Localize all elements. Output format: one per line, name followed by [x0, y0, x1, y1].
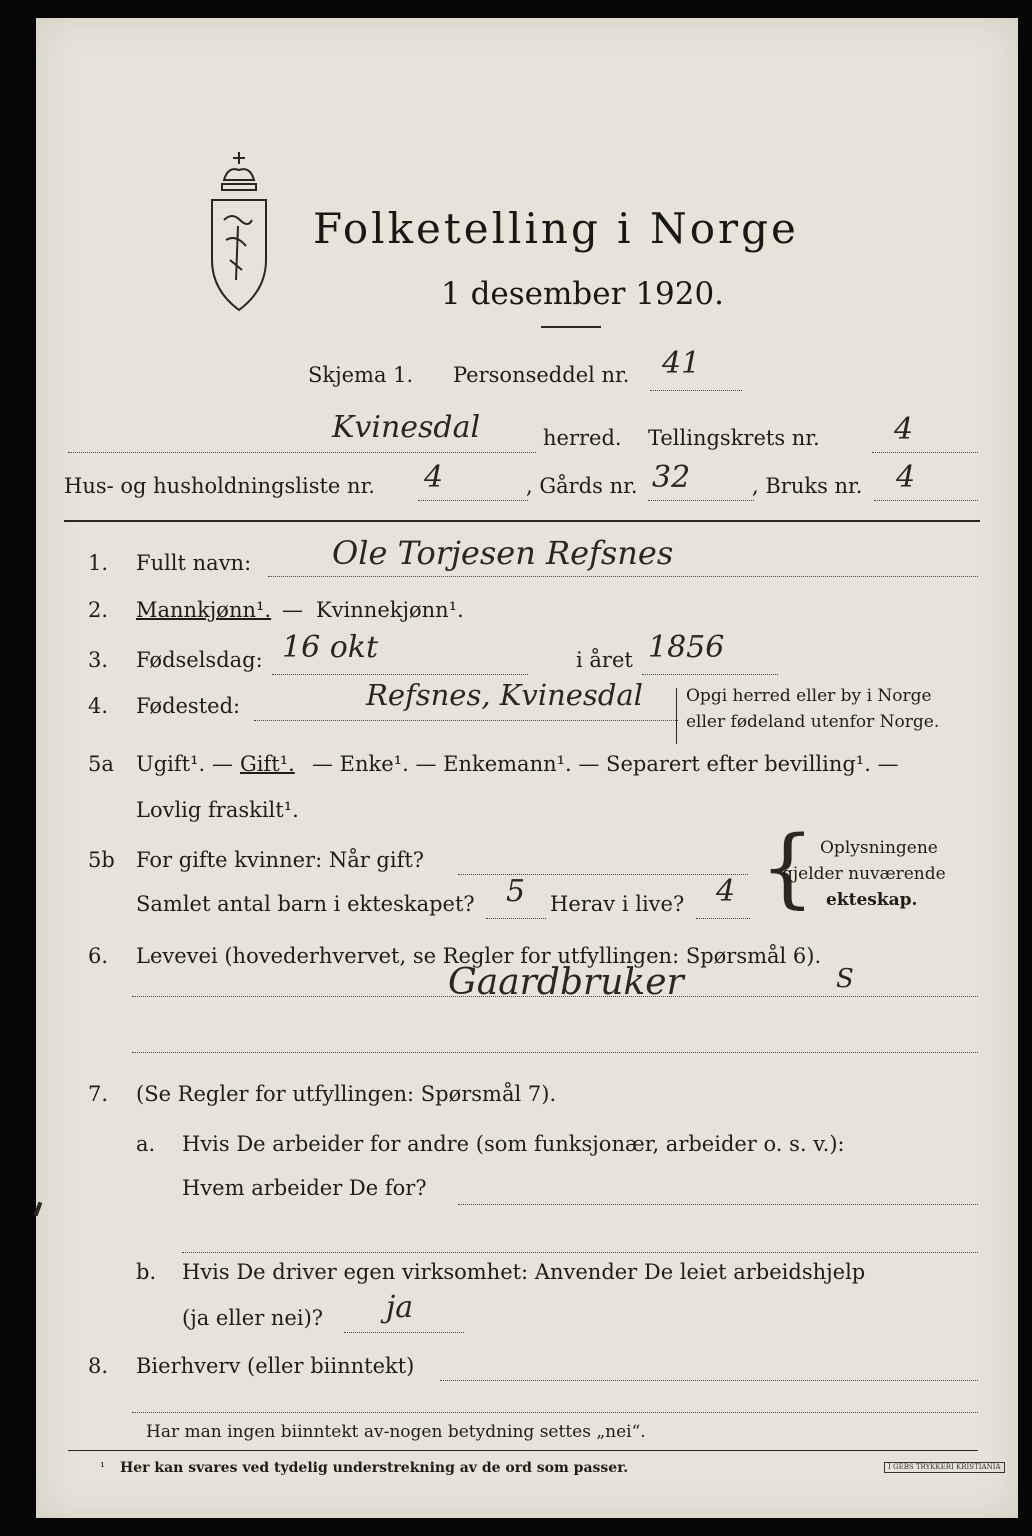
employer-dots-2 [182, 1252, 978, 1253]
hus-dots [418, 500, 528, 501]
marriage-note-1: Oplysningene [820, 838, 938, 858]
status-married[interactable]: Gift¹. [240, 752, 295, 776]
birth-year-value[interactable]: 1856 [648, 630, 725, 665]
q1-dots [268, 576, 978, 577]
q7b-number: b. [136, 1260, 157, 1284]
occupation-code-mark: S [836, 964, 854, 994]
birthplace-value[interactable]: Refsnes, Kvinesdal [366, 678, 643, 712]
coat-of-arms-icon [202, 150, 276, 320]
married-when-dots [458, 874, 748, 875]
tellingskrets-label: Tellingskrets nr. [648, 426, 820, 450]
personseddel-dots [650, 390, 742, 391]
birthday-dots [272, 674, 528, 675]
status-divorced[interactable]: Lovlig fraskilt¹. [136, 798, 299, 822]
marriage-note-3: ekteskap. [826, 890, 918, 910]
alive-label: Herav i live? [550, 892, 685, 916]
side-income-dots-2 [132, 1412, 978, 1413]
side-income-label: Bierhverv (eller biinntekt) [136, 1354, 415, 1378]
note-brace: { [760, 818, 815, 918]
q1-label: Fullt navn: [136, 551, 252, 575]
marriage-note-2: gjelder nuværende [782, 864, 946, 884]
hired-help-dots [344, 1332, 464, 1333]
bruks-label: , Bruks nr. [752, 474, 863, 498]
tellingskrets-value[interactable]: 4 [894, 412, 914, 447]
occupation-label: Levevei (hovederhvervet, se Regler for utfyllingen: Spørsmål 6). [136, 944, 822, 968]
personseddel-label: Personseddel nr. [453, 363, 630, 387]
printer-stamp: I GEBS TRYKKERI KRISTIANIA [884, 1462, 1005, 1473]
gender-separator: — [282, 598, 303, 622]
q7-number: 7. [88, 1082, 109, 1106]
title-divider [541, 326, 601, 328]
census-date: 1 desember 1920. [441, 276, 725, 312]
year-dots [642, 674, 778, 675]
q8-number: 8. [88, 1354, 109, 1378]
status-unmarried[interactable]: Ugift¹. [136, 752, 206, 776]
tellingskrets-dots [872, 452, 978, 453]
side-income-dots [440, 1380, 978, 1381]
alive-value[interactable]: 4 [716, 874, 736, 909]
q4-label: Fødested: [136, 694, 241, 718]
occupation-value[interactable]: Gaardbruker [448, 962, 684, 1003]
skjema-label: Skjema 1. [308, 363, 414, 387]
status-dash: — [212, 752, 233, 776]
q6-number: 6. [88, 944, 109, 968]
gender-female-option[interactable]: Kvinnekjønn¹. [316, 598, 464, 622]
form-title: Folketelling i Norge [313, 204, 799, 253]
q5a-number: 5a [88, 752, 114, 776]
hired-help-value[interactable]: ja [386, 1290, 414, 1325]
q1-number: 1. [88, 551, 109, 575]
q7b-text: Hvis De driver egen virksomhet: Anvender De leiet arbeidshjelp [182, 1260, 866, 1284]
margin-ink-mark [34, 1202, 43, 1217]
birthplace-note-2: eller fødeland utenfor Norge. [686, 712, 940, 732]
full-name-value[interactable]: Ole Torjesen Refsnes [332, 534, 674, 572]
hus-label: Hus- og husholdningsliste nr. [64, 474, 375, 498]
herred-label: herred. [543, 426, 622, 450]
q5b-number: 5b [88, 848, 115, 872]
census-form-sheet [36, 18, 1018, 1518]
employer-dots [458, 1204, 978, 1205]
q7b-question: (ja eller nei)? [182, 1306, 324, 1330]
hus-value[interactable]: 4 [424, 460, 444, 495]
section-divider [64, 520, 980, 522]
footnote-mark: ¹ [100, 1460, 105, 1474]
q2-number: 2. [88, 598, 109, 622]
children-dots [486, 918, 546, 919]
footnote-text: Her kan svares ved tydelig understrekning av de ord som passer. [120, 1460, 629, 1476]
birthplace-dots [254, 720, 678, 721]
q4-number: 4. [88, 694, 109, 718]
q7-label: (Se Regler for utfyllingen: Spørsmål 7). [136, 1082, 557, 1106]
married-when-label: For gifte kvinner: Når gift? [136, 848, 425, 872]
no-income-note: Har man ingen biinntekt av-nogen betydning settes „nei“. [146, 1422, 646, 1442]
gender-male-option[interactable]: Mannkjønn¹. [136, 598, 272, 622]
q7a-question: Hvem arbeider De for? [182, 1176, 427, 1200]
bruks-dots [874, 500, 978, 501]
footnote-divider [68, 1450, 978, 1451]
gards-dots [648, 500, 754, 501]
birthday-value[interactable]: 16 okt [282, 630, 379, 665]
status-other-options[interactable]: — Enke¹. — Enkemann¹. — Separert efter bevilling¹. — [312, 752, 899, 776]
bruks-value[interactable]: 4 [896, 460, 916, 495]
herred-value[interactable]: Kvinesdal [332, 410, 481, 445]
year-label: i året [576, 648, 633, 672]
q3-label: Fødselsdag: [136, 648, 263, 672]
q7a-number: a. [136, 1132, 156, 1156]
occupation-dots-2 [132, 1052, 978, 1053]
q7a-text: Hvis De arbeider for andre (som funksjonær, arbeider o. s. v.): [182, 1132, 845, 1156]
personseddel-value[interactable]: 41 [662, 346, 701, 381]
children-label: Samlet antal barn i ekteskapet? [136, 892, 475, 916]
birthplace-note-1: Opgi herred eller by i Norge [686, 686, 932, 706]
herred-dots [68, 452, 536, 453]
children-value[interactable]: 5 [506, 874, 526, 909]
birthplace-note-bar [676, 688, 677, 744]
alive-dots [696, 918, 750, 919]
q3-number: 3. [88, 648, 109, 672]
gards-value[interactable]: 32 [652, 460, 691, 495]
gards-label: , Gårds nr. [526, 474, 638, 498]
